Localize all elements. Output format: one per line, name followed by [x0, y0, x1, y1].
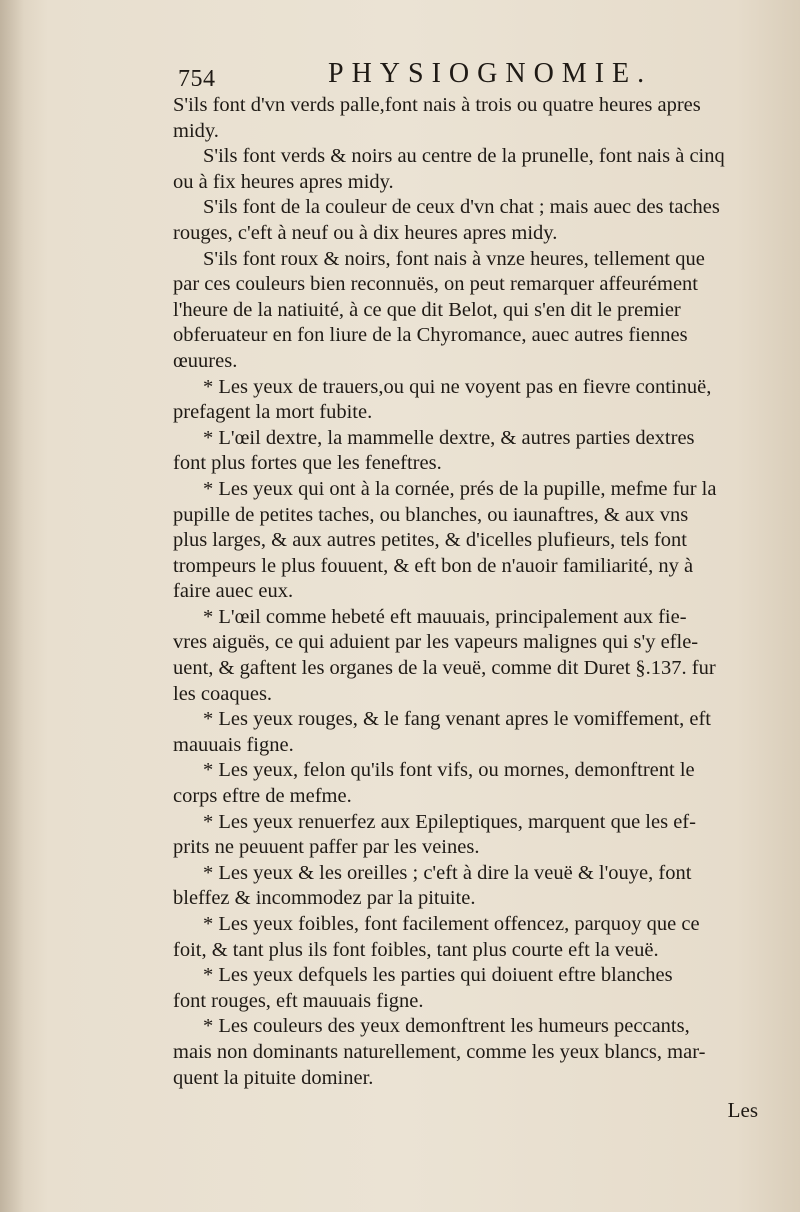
- text-line: * L'œil comme hebeté eft mauuais, principalement aux fie-: [203, 605, 687, 628]
- text-line: S'ils font d'vn verds palle,font nais à trois ou quatre heures apres: [173, 94, 701, 116]
- body-text: [173, 93, 773, 1091]
- page-number: 754: [178, 66, 216, 92]
- text-line: mauuais figne.: [173, 733, 294, 756]
- text-line: S'ils font verds & noirs au centre de la prunelle, font nais à cinq: [203, 145, 725, 168]
- text-line: font plus fortes que les feneftres.: [173, 452, 442, 475]
- text-line: prefagent la mort fubite.: [173, 401, 373, 424]
- text-line: corps eftre de mefme.: [173, 785, 352, 808]
- text-line: œuures.: [173, 349, 238, 372]
- text-line: par ces couleurs bien reconnuës, on peut remarquer affeurément: [173, 273, 698, 296]
- gutter-shadow: [0, 0, 24, 1212]
- text-line: vres aiguës, ce qui aduient par les vapeurs malignes qui s'y efle-: [173, 631, 699, 654]
- running-head: PHYSIOGNOMIE.: [328, 58, 653, 89]
- text-line: quent la pituite dominer.: [173, 1066, 374, 1089]
- text-line: rouges, c'eft à neuf ou à dix heures apres midy.: [173, 221, 558, 244]
- text-line: prits ne peuuent paffer par les veines.: [173, 836, 480, 859]
- text-line: l'heure de la natiuité, à ce que dit Belot, qui s'en dit le premier: [173, 298, 681, 321]
- text-line: bleffez & incommodez par la pituite.: [173, 887, 476, 910]
- text-line: * Les yeux de trauers,ou qui ne voyent pas en fievre continuë,: [203, 375, 712, 398]
- text-line: S'ils font roux & noirs, font nais à vnze heures, tellement que: [203, 247, 705, 270]
- text-line: * Les yeux defquels les parties qui doiuent eftre blanches: [203, 964, 673, 987]
- text-line: plus larges, & aux autres petites, & d'icelles plufieurs, tels font: [173, 529, 687, 552]
- text-line: uent, & gaftent les organes de la veuë, comme dit Duret §.137. fur: [173, 657, 716, 680]
- text-line: * Les yeux, felon qu'ils font vifs, ou mornes, demonftrent le: [203, 759, 695, 782]
- text-line: * Les yeux rouges, & le fang venant apres le vomiffement, eft: [203, 708, 711, 731]
- text-line: ou à fix heures apres midy.: [173, 170, 394, 193]
- text-line: mais non dominants naturellement, comme les yeux blancs, mar-: [173, 1040, 706, 1063]
- page-header: [178, 58, 778, 98]
- text-line: * L'œil dextre, la mammelle dextre, & autres parties dextres: [203, 426, 695, 449]
- text-line: * Les yeux renuerfez aux Epileptiques, marquent que les ef-: [203, 810, 696, 833]
- text-line: * Les yeux foibles, font facilement offencez, parquoy que ce: [203, 913, 700, 935]
- catchword: Les: [727, 1098, 758, 1122]
- text-line: * Les yeux & les oreilles ; c'eft à dire la veuë & l'ouye, font: [203, 861, 692, 884]
- text-line: pupille de petites taches, ou blanches, ou iaunaftres, & aux vns: [173, 503, 689, 526]
- text-line: midy.: [173, 119, 219, 142]
- text-line: les coaques.: [173, 682, 273, 705]
- text-line: font rouges, eft mauuais figne.: [173, 989, 424, 1012]
- text-line: S'ils font de la couleur de ceux d'vn chat ; mais auec des taches: [203, 196, 720, 219]
- text-line: * Les couleurs des yeux demonftrent les humeurs peccants,: [203, 1015, 690, 1038]
- text-line: faire auec eux.: [173, 580, 294, 603]
- text-line: foit, & tant plus ils font foibles, tant plus courte eft la veuë.: [173, 938, 659, 961]
- text-line: trompeurs le plus fouuent, & eft bon de n'auoir familiarité, ny à: [173, 554, 694, 577]
- text-line: obferuateur en fon liure de la Chyromance, auec autres fiennes: [173, 324, 688, 347]
- text-line: * Les yeux qui ont à la cornée, prés de la pupille, mefme fur la: [203, 477, 717, 500]
